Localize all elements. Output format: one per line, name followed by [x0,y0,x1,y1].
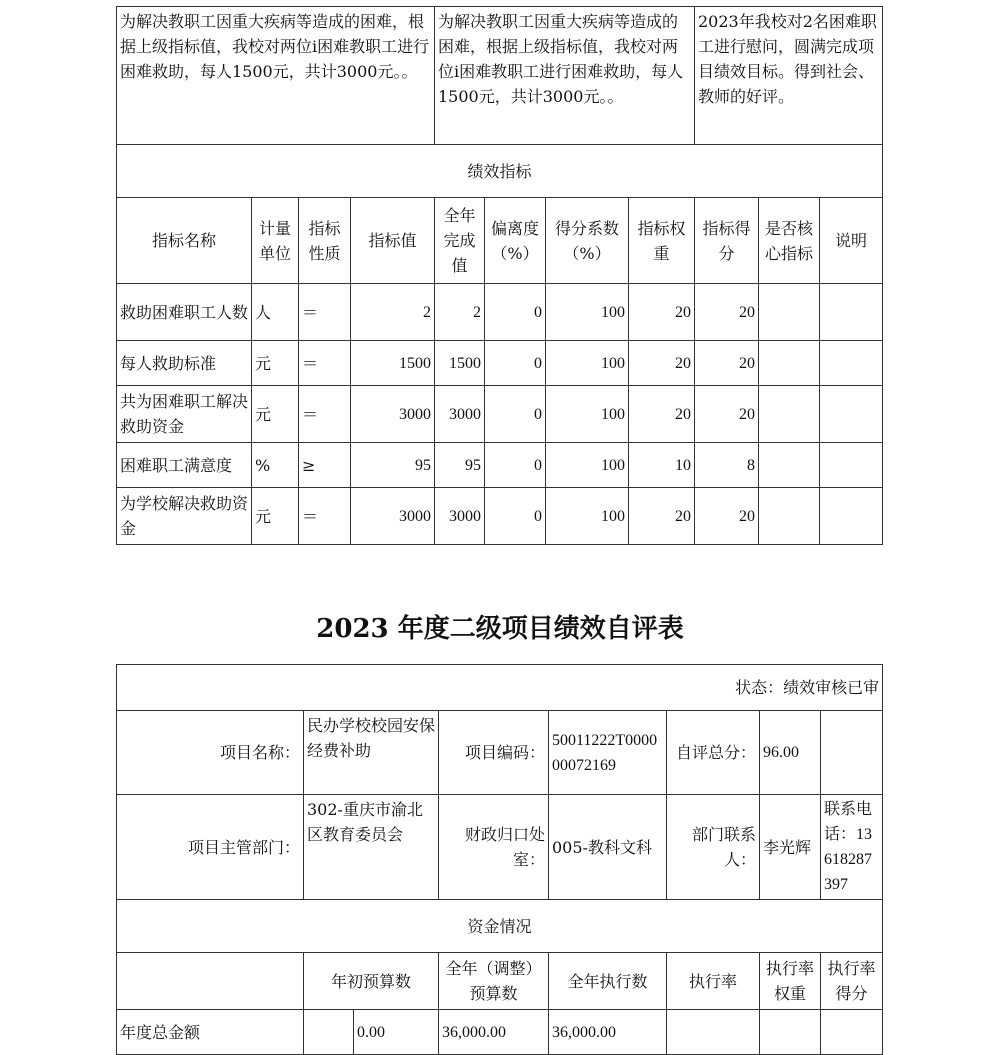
header-cell: 执行率得分 [821,953,883,1010]
header-cell: 执行率 [667,953,760,1010]
header-cell: 全年完成值 [435,198,485,284]
indicator-nature: ＝ [299,488,351,545]
funds-rate-weight [760,1010,821,1055]
header-cell: 得分系数（%） [546,198,629,284]
indicator-score: 8 [695,443,759,488]
project-info-table [116,664,883,1055]
funds-section-title: 资金情况 [117,900,883,953]
funds-executed: 36,000.00 [549,1010,667,1055]
page-title: 2023 年度二级项目绩效自评表 [316,614,684,644]
actual-text: 为解决教职工因重大疾病等造成的困难，根据上级指标值，我校对两位ⅰ困难教职工进行困难救助，每人1500元，共计3000元。。 [435,7,695,145]
indicator-target: 1500 [351,341,435,386]
indicator-name: 救助困难职工人数 [117,284,252,341]
funds-adjusted: 36,000.00 [439,1010,549,1055]
phone-cell [821,795,883,900]
indicator-target: 95 [351,443,435,488]
empty-cell [304,1010,354,1055]
dept-row [117,795,883,900]
header-cell: 说明 [820,198,883,284]
indicator-unit: 元 [252,341,299,386]
goal-text: 为解决教职工因重大疾病等造成的困难，根据上级指标值，我校对两位ⅰ困难教职工进行困难救助，每人1500元，共计3000元。。 [117,7,435,145]
indicator-score: 20 [695,386,759,443]
header-cell: 是否核心指标 [759,198,820,284]
table-row [117,443,883,488]
indicator-unit: 元 [252,488,299,545]
indicator-score: 20 [695,341,759,386]
indicator-core [759,443,820,488]
table-row [117,341,883,386]
funds-rate [667,1010,760,1055]
indicator-actual: 95 [435,443,485,488]
phone-value: 13618287397 [824,826,873,893]
indicator-weight: 20 [629,386,695,443]
indicator-name: 共为困难职工解决救助资金 [117,386,252,443]
summary-row [117,7,883,145]
indicator-weight: 20 [629,341,695,386]
indicator-deviation: 0 [485,386,546,443]
indicator-core [759,386,820,443]
indicator-target: 2 [351,284,435,341]
indicator-coef: 100 [546,443,629,488]
table-row [117,284,883,341]
indicator-note [820,341,883,386]
indicator-coef: 100 [546,341,629,386]
project-name-value: 民办学校校园安保经费补助 [304,711,439,795]
phone-label: 联系电话： [824,801,873,843]
header-cell: 指标权重 [629,198,695,284]
funds-header-row [117,953,883,1010]
indicator-nature: ＝ [299,284,351,341]
indicator-name: 每人救助标准 [117,341,252,386]
funds-initial: 0.00 [354,1010,439,1055]
indicator-score: 20 [695,488,759,545]
performance-section-title: 绩效指标 [117,145,883,198]
indicator-deviation: 0 [485,443,546,488]
indicator-unit: 元 [252,386,299,443]
performance-table [116,6,883,545]
header-cell: 指标名称 [117,198,252,284]
dept-label: 项目主管部门： [117,795,304,900]
indicator-score: 20 [695,284,759,341]
project-code-label: 项目编码： [439,711,549,795]
indicator-nature: ＝ [299,341,351,386]
header-cell: 执行率权重 [760,953,821,1010]
project-code-value: 50011222T000000072169 [549,711,667,795]
indicator-name: 为学校解决救助资金 [117,488,252,545]
indicator-note [820,386,883,443]
indicator-deviation: 0 [485,488,546,545]
header-cell: 指标得分 [695,198,759,284]
project-name-label: 项目名称： [117,711,304,795]
indicator-actual: 3000 [435,386,485,443]
indicator-unit: % [252,443,299,488]
indicator-actual: 3000 [435,488,485,545]
indicator-deviation: 0 [485,341,546,386]
empty-cell [117,953,304,1010]
indicator-coef: 100 [546,488,629,545]
indicator-unit: 人 [252,284,299,341]
evaluation-text: 2023年我校对2名困难职工进行慰问，圆满完成项目绩效目标。得到社会、教师的好评。 [695,7,883,145]
funds-rate-score [821,1010,883,1055]
header-cell: 年初预算数 [304,953,439,1010]
indicator-actual: 2 [435,284,485,341]
project-name-row [117,711,883,795]
indicator-nature: ≥ [299,443,351,488]
indicator-core [759,341,820,386]
finance-label: 财政归口处室： [439,795,549,900]
finance-value: 005-教科文科 [549,795,667,900]
contact-value: 李光辉 [760,795,821,900]
indicator-weight: 20 [629,284,695,341]
indicator-target: 3000 [351,488,435,545]
indicator-name: 困难职工满意度 [117,443,252,488]
header-cell: 指标值 [351,198,435,284]
indicator-core [759,488,820,545]
header-cell: 全年（调整）预算数 [439,953,549,1010]
funds-row-label: 年度总金额 [117,1010,304,1055]
status-label: 状态：绩效审核已审 [117,665,883,711]
table-row [117,1010,883,1055]
header-cell: 偏离度（%） [485,198,546,284]
indicator-core [759,284,820,341]
indicator-coef: 100 [546,284,629,341]
indicator-target: 3000 [351,386,435,443]
empty-cell [821,711,883,795]
header-cell: 指标性质 [299,198,351,284]
indicator-actual: 1500 [435,341,485,386]
table-row [117,386,883,443]
header-cell: 计量单位 [252,198,299,284]
performance-header-row [117,198,883,284]
self-score-label: 自评总分： [667,711,760,795]
indicator-deviation: 0 [485,284,546,341]
indicator-note [820,284,883,341]
header-cell: 全年执行数 [549,953,667,1010]
indicator-weight: 10 [629,443,695,488]
self-score-value: 96.00 [760,711,821,795]
table-row [117,488,883,545]
indicator-coef: 100 [546,386,629,443]
indicator-weight: 20 [629,488,695,545]
dept-value: 302-重庆市渝北区教育委员会 [304,795,439,900]
indicator-note [820,488,883,545]
contact-label: 部门联系人： [667,795,760,900]
indicator-note [820,443,883,488]
indicator-nature: ＝ [299,386,351,443]
